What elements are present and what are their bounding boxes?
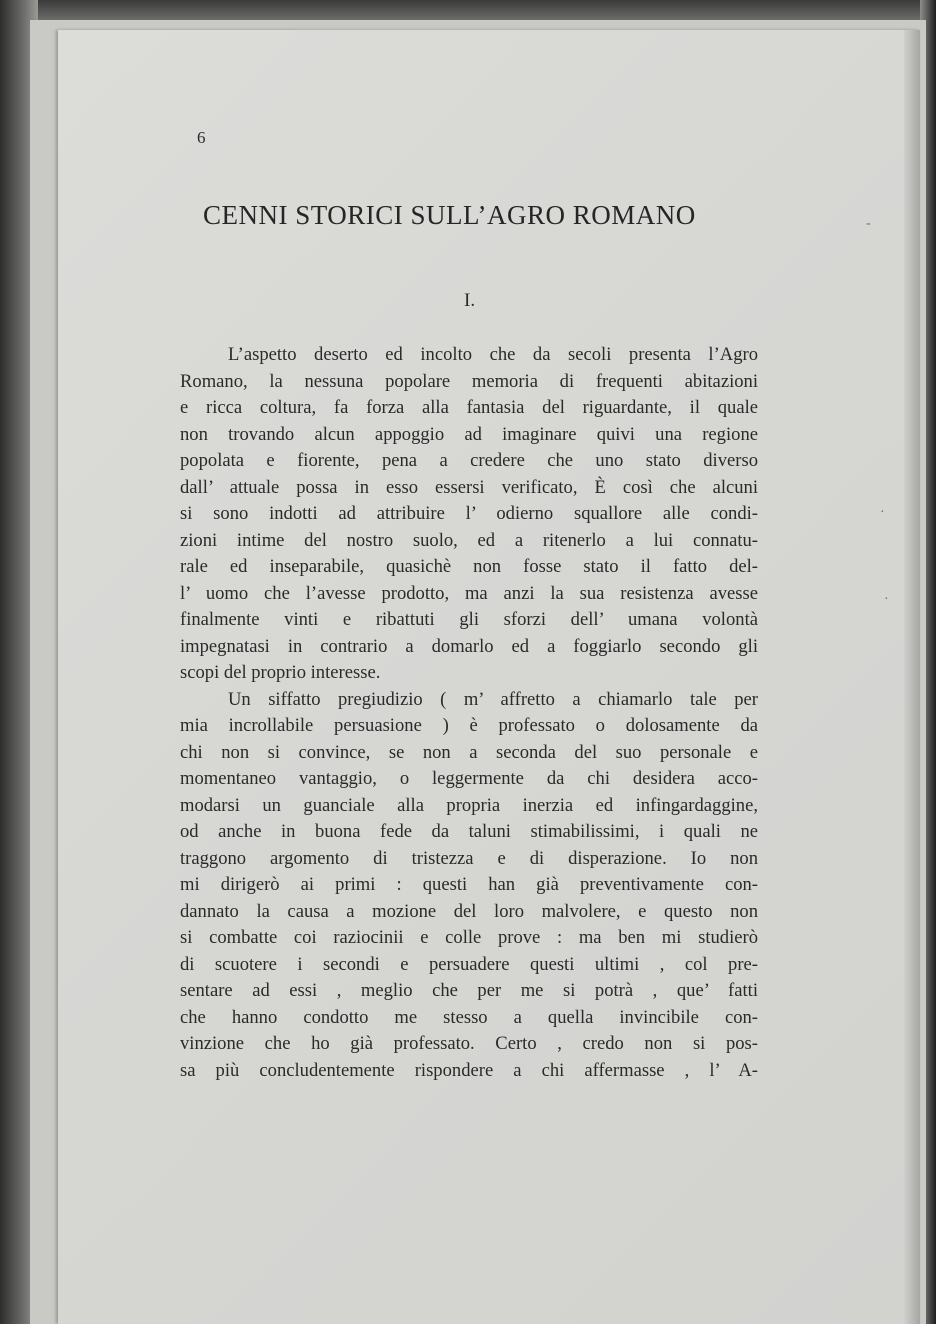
text-line: Romano, la nessuna popolare memoria di frequenti abitazioni [180, 370, 758, 392]
text-line: sa più concludentemente rispondere a chi affermasse , l’ A- [180, 1059, 758, 1081]
scan-speck: · [884, 592, 889, 607]
text-line: traggono argomento di tristezza e di disperazione. Io non [180, 847, 758, 869]
section-number: I. [464, 290, 476, 311]
text-line: od anche in buona fede da taluni stimabilissimi, i quali ne [180, 821, 758, 842]
text-line: si combatte coi raziocinii e colle prove : ma ben mi studierò [180, 927, 758, 948]
text-line: non trovando alcun appoggio ad imaginare quivi una regione [180, 423, 758, 445]
text-line: dall’ attuale possa in esso essersi verificato, È così che alcuni [180, 476, 758, 498]
text-line: dannato la causa a mozione del loro malvolere, e questo non [180, 900, 758, 922]
body-text [180, 342, 758, 1084]
text-line: modarsi un guanciale alla propria inerzia ed infingardaggine, [180, 794, 758, 816]
page-title: CENNI STORICI SULL’AGRO ROMANO [203, 200, 696, 230]
text-line: sentare ad essi , meglio che per me si potrà , que’ fatti [180, 980, 758, 1001]
text-line: l’ uomo che l’avesse prodotto, ma anzi la sua resistenza avesse [180, 582, 758, 604]
text-line: impegnatasi in contrario a domarlo ed a foggiarlo secondo gli [180, 635, 758, 657]
text-line: L’aspetto deserto ed incolto che da secoli presenta l’Agro [228, 344, 758, 365]
page-edge [904, 30, 920, 1324]
text-line: si sono indotti ad attribuire l’ odierno squallore alle condi- [180, 503, 758, 524]
paragraph-1 [180, 342, 758, 687]
text-line: popolata e fiorente, pena a credere che uno stato diverso [180, 450, 758, 471]
text-line: finalmente vinti e ribattuti gli sforzi dell’ umana volontà [180, 609, 758, 630]
scan-speck: - [866, 216, 871, 231]
page-number: 6 [197, 128, 206, 147]
text-line: rale ed inseparabile, quasichè non fosse stato il fatto del- [180, 556, 758, 577]
text-line: scopi del proprio interesse. [180, 662, 381, 683]
text-line: vinzione che ho già professato. Certo , credo non si pos- [180, 1033, 758, 1054]
paragraph-2 [180, 687, 758, 1085]
text-line: Un siffatto pregiudizio ( m’ affretto a chiamarlo tale per [228, 688, 758, 710]
text-line: mia incrollabile persuasione ) è professato o dolosamente da [180, 715, 758, 736]
text-line: mi dirigerò ai primi : questi han già preventivamente con- [180, 874, 758, 895]
text-line: chi non si convince, se non a seconda del suo personale e [180, 741, 758, 763]
text-line: momentaneo vantaggio, o leggermente da chi desidera acco- [180, 768, 758, 789]
text-line: che hanno condotto me stesso a quella invincibile con- [180, 1006, 758, 1028]
text-line: zioni intime del nostro suolo, ed a ritenerlo a lui connatu- [180, 529, 758, 551]
scan-speck: · [880, 505, 885, 520]
text-line: di scuotere i secondi e persuadere questi ultimi , col pre- [180, 953, 758, 975]
text-line: e ricca coltura, fa forza alla fantasia del riguardante, il quale [180, 397, 758, 418]
